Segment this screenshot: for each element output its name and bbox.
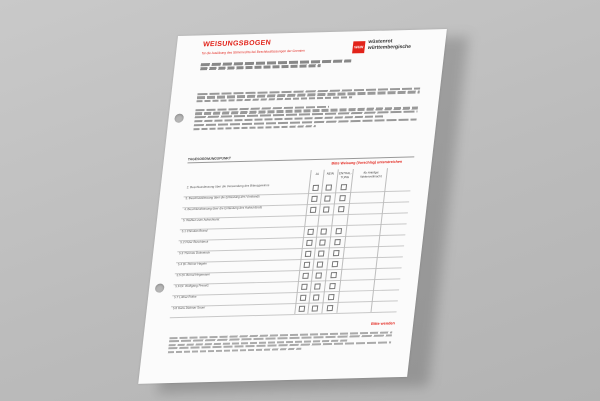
form-subtitle: für die Ausübung des Stimmrechts bei Beschlussfassungen der Gremien — [201, 48, 306, 56]
no-checkbox[interactable] — [320, 228, 327, 234]
row-label: 5.5 Dr. Bernd Hegemann — [176, 272, 211, 278]
abstain-checkbox[interactable] — [328, 294, 335, 300]
no-checkbox[interactable] — [317, 261, 324, 267]
footnotes — [168, 329, 393, 354]
turn-page-link: Bitte wenden — [370, 321, 396, 326]
yes-checkbox[interactable] — [312, 185, 319, 191]
no-checkbox[interactable] — [323, 206, 330, 212]
no-checkbox[interactable] — [319, 239, 326, 245]
column-abstain: ENTHAL-TUNG — [338, 170, 353, 180]
yes-checkbox[interactable] — [300, 295, 307, 301]
abstain-checkbox[interactable] — [340, 184, 347, 190]
row-label: 3. Beschlussfassung über die Entlastung des Vorstands — [185, 194, 260, 201]
no-checkbox[interactable] — [312, 305, 319, 311]
yes-checkbox[interactable] — [305, 251, 312, 257]
no-checkbox[interactable] — [324, 195, 331, 201]
punch-hole — [155, 284, 165, 293]
no-checkbox[interactable] — [318, 250, 325, 256]
abstain-checkbox[interactable] — [339, 195, 346, 201]
row-label: 4. Beschlussfassung über die Entlastung des Aufsichtsrats — [183, 205, 263, 212]
form-address-block — [200, 58, 352, 71]
row-label: 5.8 Hans Dietmar Sauer — [172, 305, 206, 311]
yes-checkbox[interactable] — [311, 196, 318, 202]
brand-name: wüstenrot württembergische — [367, 38, 412, 51]
form-sheet — [138, 29, 447, 384]
row-label: 5.6 Dr. Wolfgang Presetz — [175, 283, 210, 289]
row-label: 5.4 Dr. Reiner Hagele — [177, 261, 208, 267]
abstain-checkbox[interactable] — [335, 228, 342, 234]
no-checkbox[interactable] — [315, 272, 322, 278]
no-checkbox[interactable] — [313, 294, 320, 300]
abstain-checkbox[interactable] — [334, 239, 341, 245]
abstain-checkbox[interactable] — [333, 250, 340, 256]
no-checkbox[interactable] — [314, 283, 321, 289]
form-title: WEISUNGSBOGEN — [202, 39, 272, 49]
punch-hole — [174, 114, 184, 123]
row-label: 5.1 Christian Brand — [181, 228, 208, 234]
column-yes: JA — [315, 171, 320, 176]
yes-checkbox[interactable] — [298, 306, 305, 312]
abstain-checkbox[interactable] — [330, 272, 337, 278]
row-label: 5.7 Lothar Rothe — [173, 294, 197, 300]
no-checkbox[interactable] — [325, 184, 332, 190]
yes-checkbox[interactable] — [306, 240, 313, 246]
row-label: 5. Wahlen zum Aufsichtsrat — [182, 217, 220, 223]
row-label: 5.3 Thomas Dolmetsch — [178, 250, 211, 256]
yes-checkbox[interactable] — [301, 284, 308, 290]
yes-checkbox[interactable] — [307, 229, 314, 235]
brand-logo: W&W — [352, 41, 365, 53]
body-paragraph — [193, 101, 419, 131]
yes-checkbox[interactable] — [310, 207, 317, 213]
abstain-checkbox[interactable] — [327, 305, 334, 311]
abstain-checkbox[interactable] — [332, 261, 339, 267]
abstain-checkbox[interactable] — [338, 206, 345, 212]
column-no: NEIN — [326, 171, 335, 176]
row-label: 2. Beschlussfassung über die Verwendung des Bilanzgewinns — [186, 183, 270, 190]
yes-checkbox[interactable] — [302, 273, 309, 279]
instruction-hint: Bitte Weisung (Vorschlag) unterstreichen — [331, 159, 403, 166]
table-heading: TAGESORDNUNGSPUNKT — [187, 151, 414, 163]
row-label: 5.2 Peter Buschbeck — [180, 239, 209, 245]
abstain-checkbox[interactable] — [329, 283, 336, 289]
column-proxy: für Anträge: Weitervollmacht — [360, 170, 382, 179]
yes-checkbox[interactable] — [304, 262, 311, 268]
